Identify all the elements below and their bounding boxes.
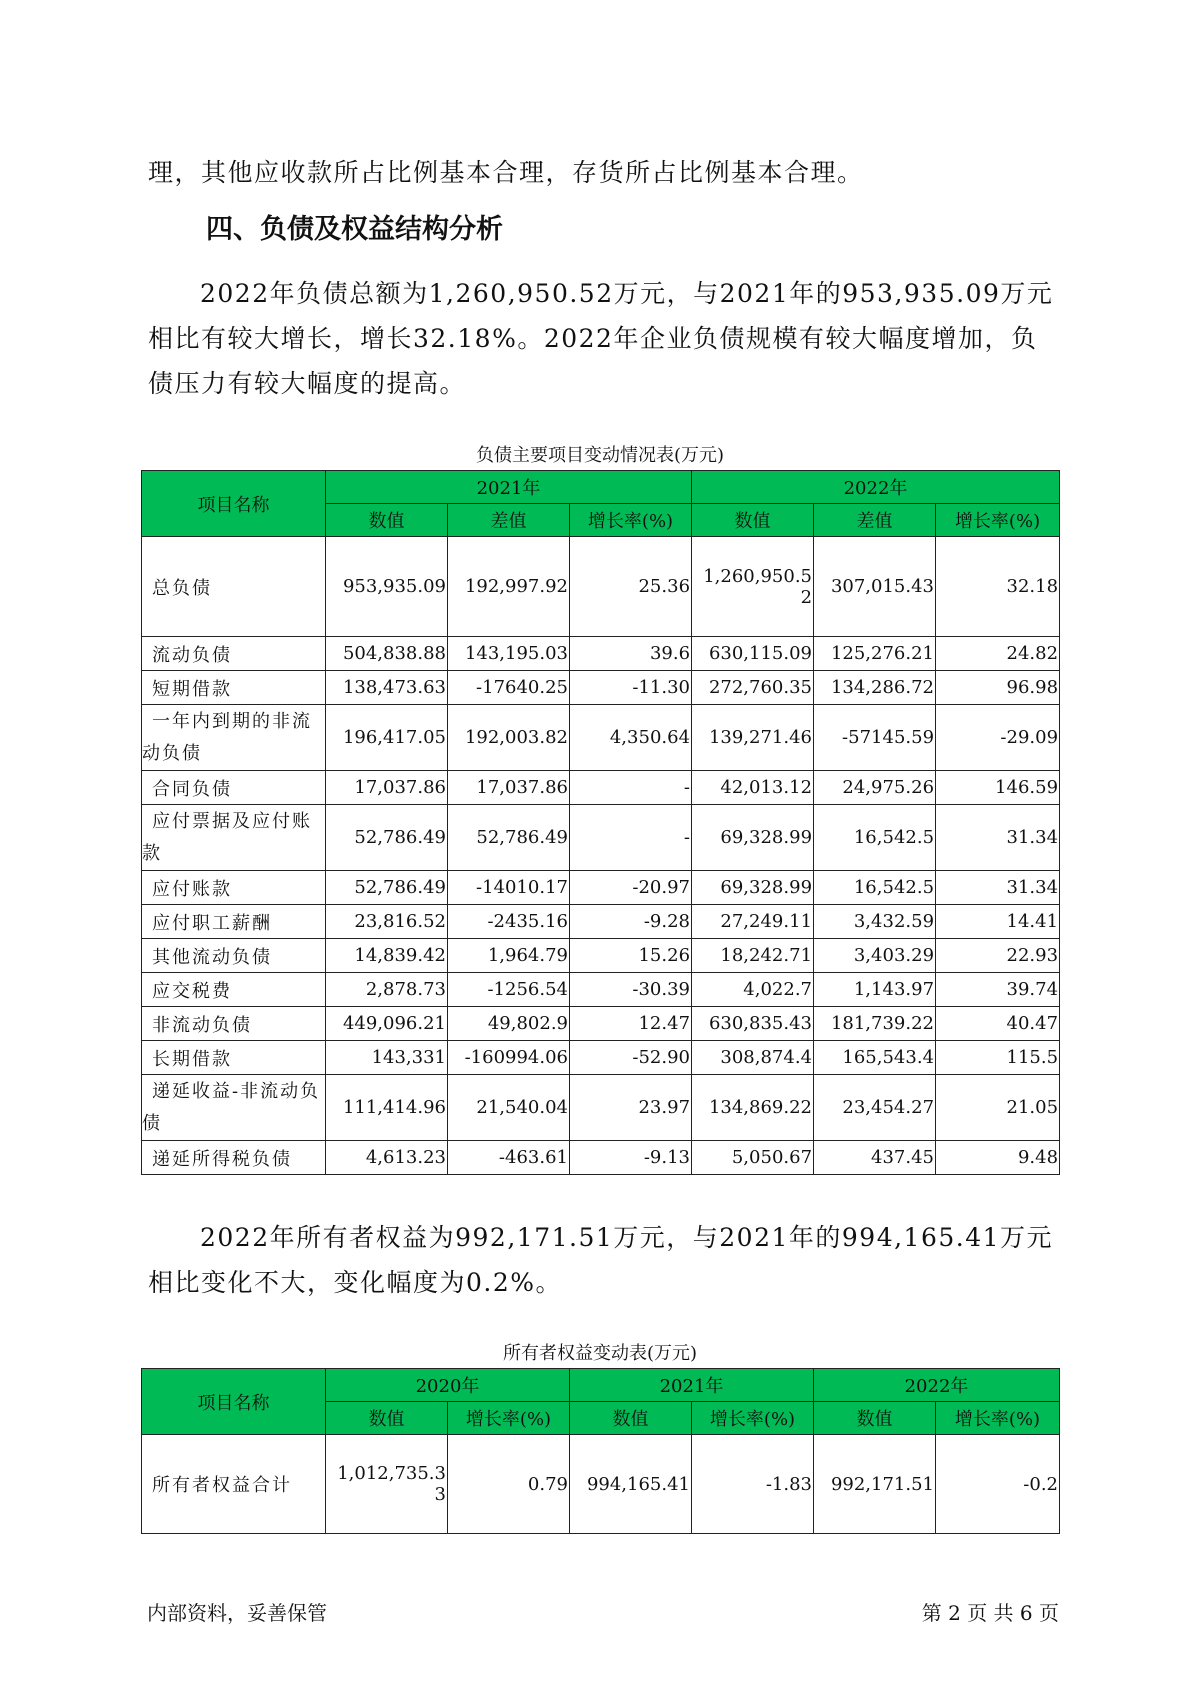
value-cell: 115.5 xyxy=(936,1041,1060,1075)
header-year: 2020年 xyxy=(326,1369,570,1402)
subheader-cell: 增长率(%) xyxy=(570,504,692,537)
table-row xyxy=(142,973,1060,1007)
footer-confidential-note: 内部资料，妥善保管 xyxy=(147,1601,327,1625)
value-cell: 630,835.43 xyxy=(692,1007,814,1041)
table-row xyxy=(142,805,1060,871)
value-cell: 181,739.22 xyxy=(814,1007,936,1041)
value-cell: 134,286.72 xyxy=(814,671,936,705)
row-label: 流动负债 xyxy=(142,637,326,671)
value-cell: 1,143.97 xyxy=(814,973,936,1007)
row-label: 非流动负债 xyxy=(142,1007,326,1041)
value-cell: 40.47 xyxy=(936,1007,1060,1041)
value-cell: -20.97 xyxy=(570,871,692,905)
value-cell: 14,839.42 xyxy=(326,939,448,973)
value-cell: 1,260,950.52 xyxy=(692,537,814,637)
value-cell: 111,414.96 xyxy=(326,1075,448,1141)
value-cell: 21.05 xyxy=(936,1075,1060,1141)
value-cell: 307,015.43 xyxy=(814,537,936,637)
value-cell: 39.6 xyxy=(570,637,692,671)
value-cell: 308,874.4 xyxy=(692,1041,814,1075)
value-cell: 22.93 xyxy=(936,939,1060,973)
footer-page-number: 第 2 页 共 6 页 xyxy=(921,1601,1059,1625)
value-cell: 9.48 xyxy=(936,1141,1060,1175)
liability-table-caption: 负债主要项目变动情况表(万元) xyxy=(475,445,725,466)
row-label: 递延收益-非流动负债 xyxy=(142,1075,326,1141)
value-cell: 52,786.49 xyxy=(448,805,570,871)
value-cell: 3,432.59 xyxy=(814,905,936,939)
table-row xyxy=(142,1075,1060,1141)
value-cell: 0.79 xyxy=(448,1435,570,1534)
table-row xyxy=(142,1141,1060,1175)
table-row xyxy=(142,671,1060,705)
value-cell: 994,165.41 xyxy=(570,1435,692,1534)
row-label: 应付账款 xyxy=(142,871,326,905)
subheader-cell: 增长率(%) xyxy=(692,1402,814,1435)
value-cell: 32.18 xyxy=(936,537,1060,637)
value-cell: 23,816.52 xyxy=(326,905,448,939)
header-year: 2022年 xyxy=(692,471,1060,504)
value-cell: -14010.17 xyxy=(448,871,570,905)
subheader-cell: 增长率(%) xyxy=(936,504,1060,537)
value-cell: 4,022.7 xyxy=(692,973,814,1007)
value-cell: 272,760.35 xyxy=(692,671,814,705)
paragraph-equity: 2022年所有者权益为992,171.51万元，与2021年的994,165.41万元相比变化不大，变化幅度为0.2%。 xyxy=(148,1223,1054,1297)
table-row xyxy=(142,705,1060,771)
row-label: 合同负债 xyxy=(142,771,326,805)
paragraph-intro-tail: 理，其他应收款所占比例基本合理，存货所占比例基本合理。 xyxy=(148,158,864,187)
value-cell: 16,542.5 xyxy=(814,805,936,871)
table-row xyxy=(142,537,1060,637)
row-label: 其他流动负债 xyxy=(142,939,326,973)
table-row xyxy=(142,1041,1060,1075)
subheader-cell: 增长率(%) xyxy=(936,1402,1060,1435)
value-cell: 69,328.99 xyxy=(692,805,814,871)
value-cell: 15.26 xyxy=(570,939,692,973)
value-cell: 992,171.51 xyxy=(814,1435,936,1534)
row-label: 递延所得税负债 xyxy=(142,1141,326,1175)
table-row xyxy=(142,1007,1060,1041)
row-label: 应交税费 xyxy=(142,973,326,1007)
value-cell: 146.59 xyxy=(936,771,1060,805)
subheader-cell: 数值 xyxy=(326,1402,448,1435)
value-cell: 12.47 xyxy=(570,1007,692,1041)
value-cell: 42,013.12 xyxy=(692,771,814,805)
value-cell: 1,012,735.33 xyxy=(326,1435,448,1534)
value-cell: 31.34 xyxy=(936,871,1060,905)
value-cell: -0.2 xyxy=(936,1435,1060,1534)
value-cell: -29.09 xyxy=(936,705,1060,771)
row-label: 所有者权益合计 xyxy=(142,1435,326,1534)
value-cell: 196,417.05 xyxy=(326,705,448,771)
value-cell: 16,542.5 xyxy=(814,871,936,905)
value-cell: 134,869.22 xyxy=(692,1075,814,1141)
value-cell: 3,403.29 xyxy=(814,939,936,973)
row-label: 长期借款 xyxy=(142,1041,326,1075)
value-cell: 143,331 xyxy=(326,1041,448,1075)
value-cell: 437.45 xyxy=(814,1141,936,1175)
value-cell: 23.97 xyxy=(570,1075,692,1141)
subheader-cell: 数值 xyxy=(692,504,814,537)
value-cell: 21,540.04 xyxy=(448,1075,570,1141)
value-cell: -30.39 xyxy=(570,973,692,1007)
row-label: 一年内到期的非流动负债 xyxy=(142,705,326,771)
table-row xyxy=(142,637,1060,671)
value-cell: 18,242.71 xyxy=(692,939,814,973)
header-item-name: 项目名称 xyxy=(142,471,326,537)
subheader-cell: 差值 xyxy=(814,504,936,537)
value-cell: 27,249.11 xyxy=(692,905,814,939)
value-cell: 17,037.86 xyxy=(326,771,448,805)
value-cell: 192,997.92 xyxy=(448,537,570,637)
subheader-cell: 数值 xyxy=(326,504,448,537)
value-cell: 39.74 xyxy=(936,973,1060,1007)
value-cell: - xyxy=(570,771,692,805)
value-cell: - xyxy=(570,805,692,871)
header-year: 2022年 xyxy=(814,1369,1060,1402)
value-cell: 165,543.4 xyxy=(814,1041,936,1075)
value-cell: 4,350.64 xyxy=(570,705,692,771)
row-label: 应付职工薪酬 xyxy=(142,905,326,939)
value-cell: 630,115.09 xyxy=(692,637,814,671)
header-year: 2021年 xyxy=(570,1369,814,1402)
value-cell: 17,037.86 xyxy=(448,771,570,805)
subheader-cell: 数值 xyxy=(570,1402,692,1435)
table-row xyxy=(142,871,1060,905)
value-cell: 25.36 xyxy=(570,537,692,637)
value-cell: -1.83 xyxy=(692,1435,814,1534)
table-row xyxy=(142,771,1060,805)
value-cell: -1256.54 xyxy=(448,973,570,1007)
value-cell: 192,003.82 xyxy=(448,705,570,771)
value-cell: -2435.16 xyxy=(448,905,570,939)
subheader-cell: 差值 xyxy=(448,504,570,537)
row-label: 应付票据及应付账款 xyxy=(142,805,326,871)
table-row xyxy=(142,1435,1060,1534)
value-cell: 953,935.09 xyxy=(326,537,448,637)
row-label: 总负债 xyxy=(142,537,326,637)
paragraph-liabilities: 2022年负债总额为1,260,950.52万元，与2021年的953,935.09万元相比有较大增长，增长32.18%。2022年企业负债规模有较大幅度增加，负债压力有较大幅度的提高。 xyxy=(148,279,1054,398)
value-cell: 449,096.21 xyxy=(326,1007,448,1041)
equity-table xyxy=(141,1368,1060,1534)
value-cell: 2,878.73 xyxy=(326,973,448,1007)
liability-table xyxy=(141,470,1060,1175)
value-cell: 52,786.49 xyxy=(326,871,448,905)
value-cell: 138,473.63 xyxy=(326,671,448,705)
value-cell: 143,195.03 xyxy=(448,637,570,671)
value-cell: 49,802.9 xyxy=(448,1007,570,1041)
value-cell: 52,786.49 xyxy=(326,805,448,871)
section-heading: 四、负债及权益结构分析 xyxy=(206,214,503,245)
subheader-cell: 增长率(%) xyxy=(448,1402,570,1435)
value-cell: -9.28 xyxy=(570,905,692,939)
value-cell: 504,838.88 xyxy=(326,637,448,671)
table-row xyxy=(142,939,1060,973)
value-cell: 69,328.99 xyxy=(692,871,814,905)
value-cell: -160994.06 xyxy=(448,1041,570,1075)
value-cell: -17640.25 xyxy=(448,671,570,705)
value-cell: 14.41 xyxy=(936,905,1060,939)
value-cell: 1,964.79 xyxy=(448,939,570,973)
value-cell: 31.34 xyxy=(936,805,1060,871)
value-cell: 23,454.27 xyxy=(814,1075,936,1141)
value-cell: -463.61 xyxy=(448,1141,570,1175)
equity-table-caption: 所有者权益变动表(万元) xyxy=(502,1343,698,1364)
value-cell: 96.98 xyxy=(936,671,1060,705)
row-label: 短期借款 xyxy=(142,671,326,705)
value-cell: -9.13 xyxy=(570,1141,692,1175)
header-item-name: 项目名称 xyxy=(142,1369,326,1435)
value-cell: 4,613.23 xyxy=(326,1141,448,1175)
value-cell: 125,276.21 xyxy=(814,637,936,671)
header-year: 2021年 xyxy=(326,471,692,504)
value-cell: 5,050.67 xyxy=(692,1141,814,1175)
subheader-cell: 数值 xyxy=(814,1402,936,1435)
value-cell: -52.90 xyxy=(570,1041,692,1075)
value-cell: -11.30 xyxy=(570,671,692,705)
value-cell: 24,975.26 xyxy=(814,771,936,805)
table-row xyxy=(142,905,1060,939)
value-cell: 139,271.46 xyxy=(692,705,814,771)
value-cell: 24.82 xyxy=(936,637,1060,671)
value-cell: -57145.59 xyxy=(814,705,936,771)
